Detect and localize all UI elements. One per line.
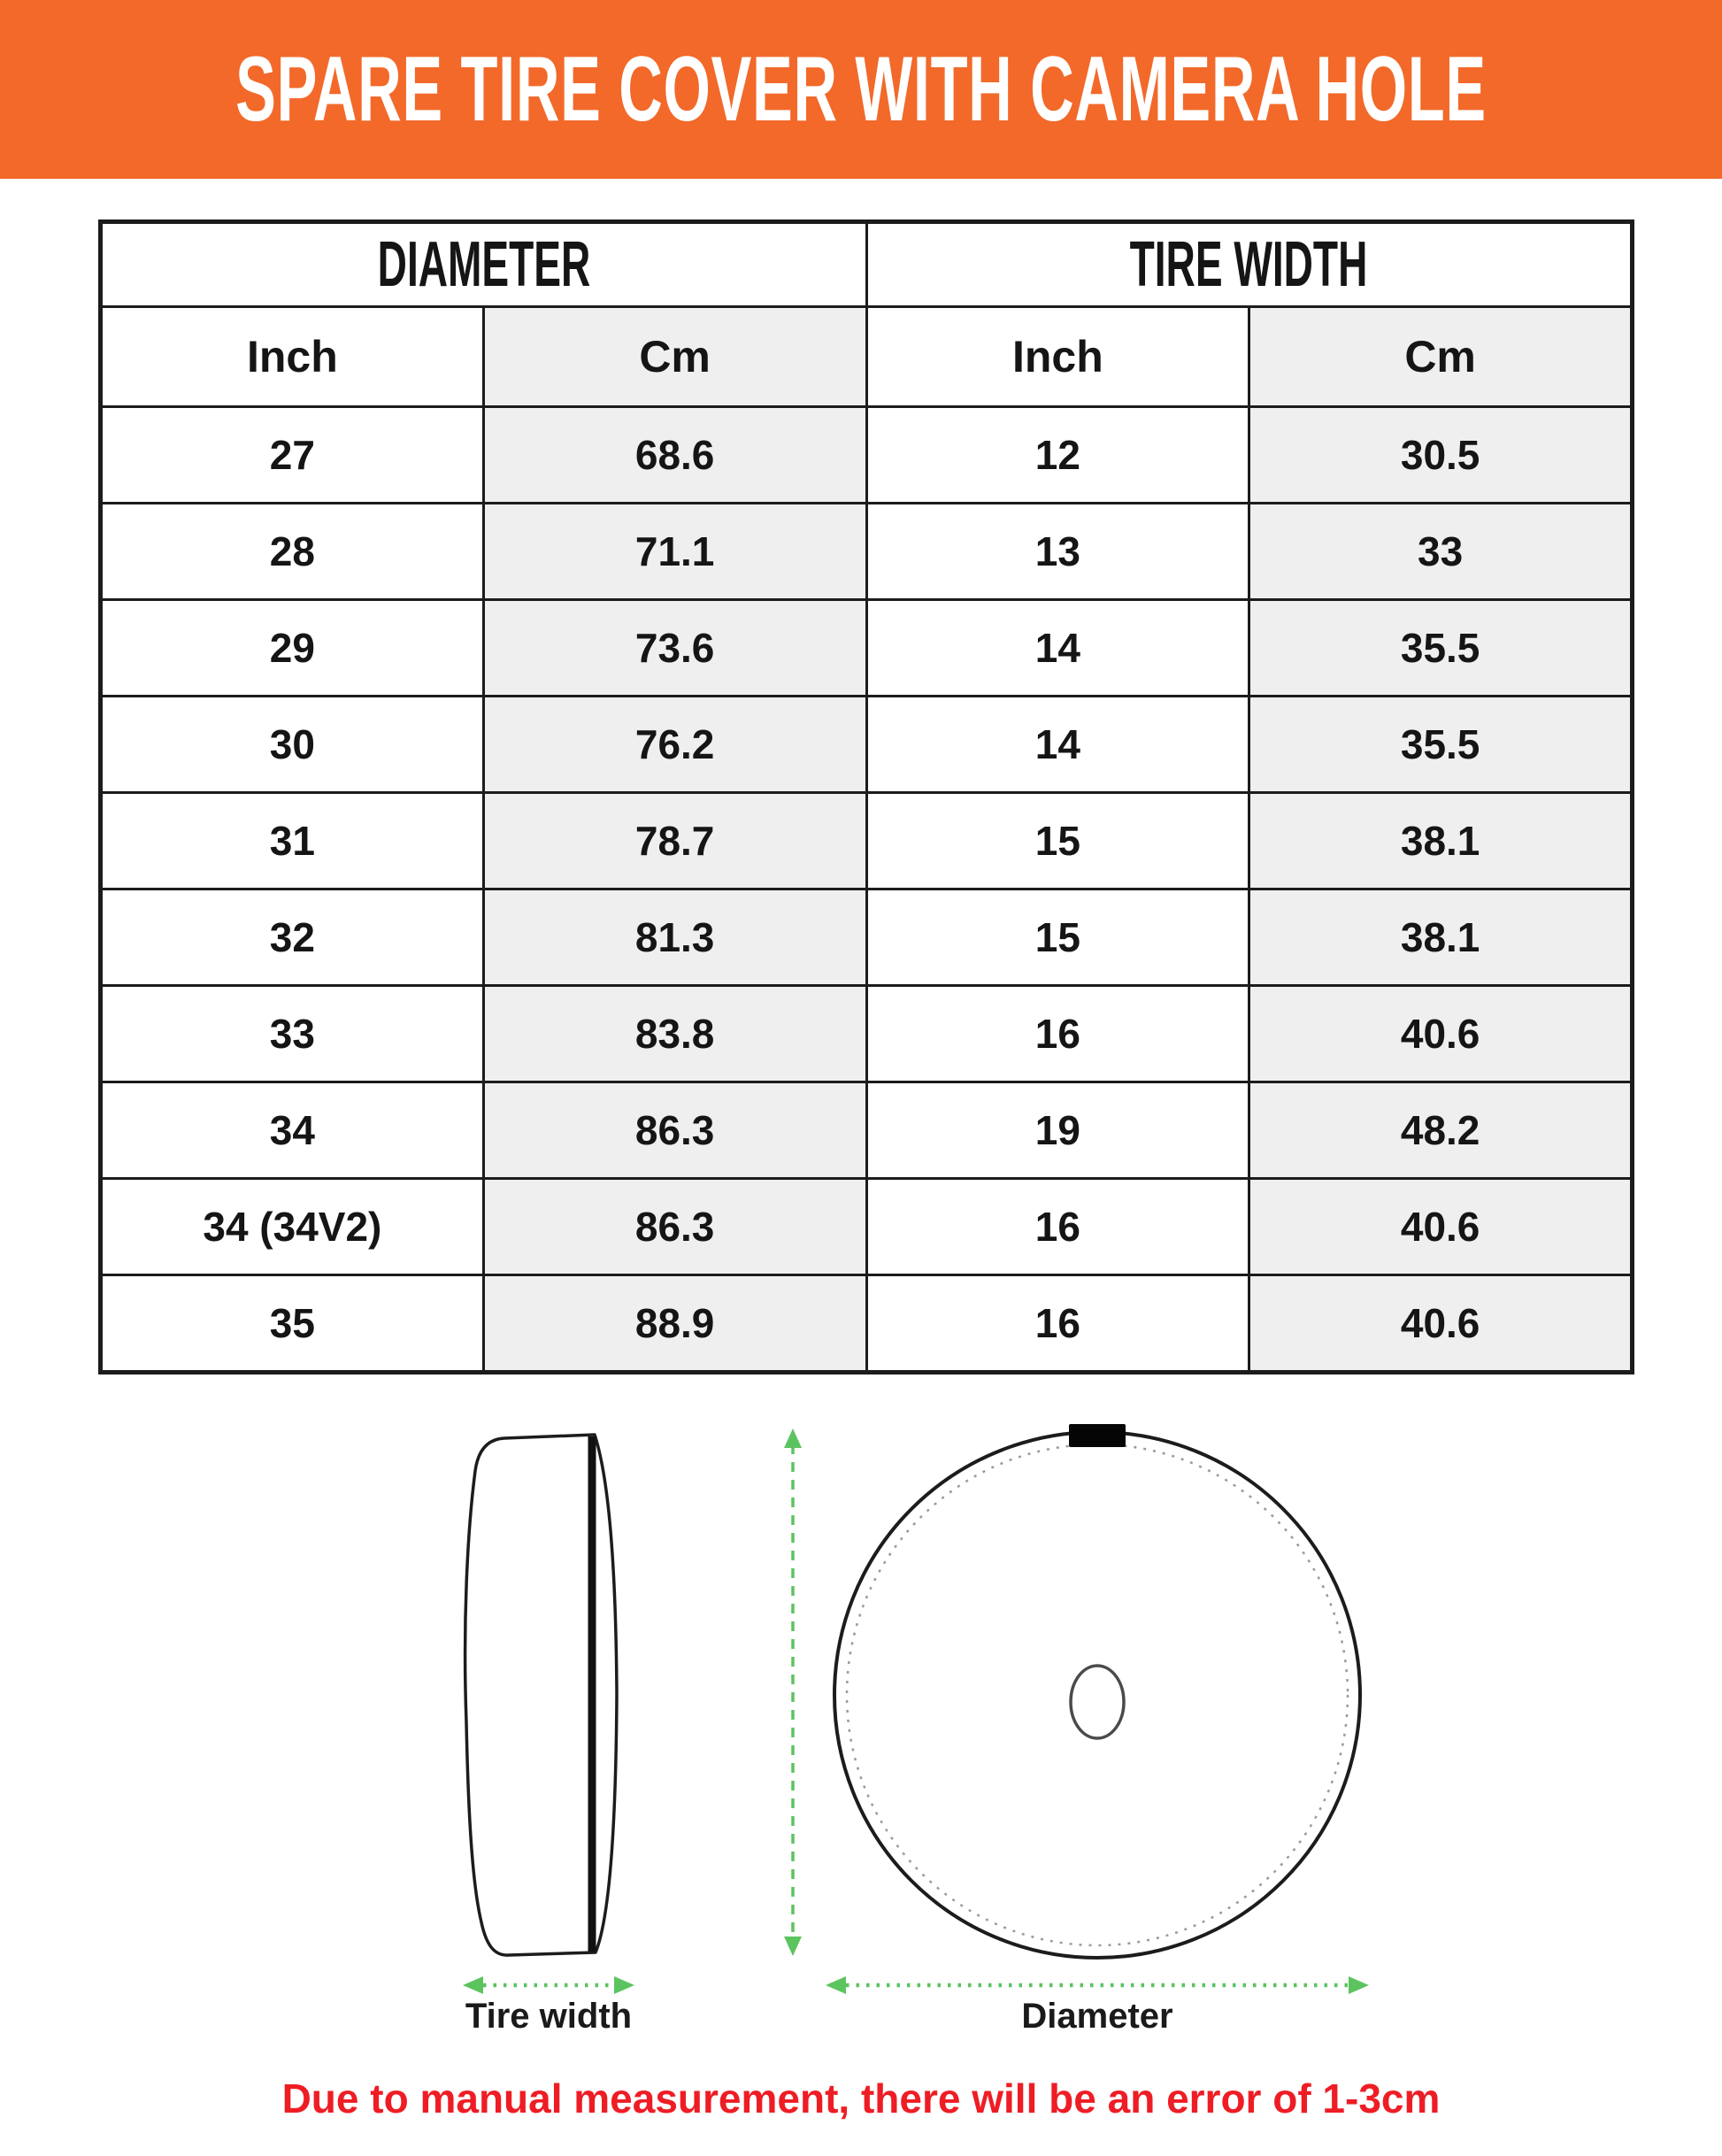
measurement-error-note: Due to manual measurement, there will be an error of 1-3cm: [281, 2075, 1441, 2121]
table-subheader-row: [101, 307, 1633, 407]
cell-diameter-inch: 32: [101, 889, 484, 986]
cell-width-cm: 48.2: [1249, 1082, 1633, 1179]
tire-width-label: Tire width: [465, 1997, 633, 2036]
table-row: [101, 600, 1633, 697]
cell-width-cm: 40.6: [1249, 986, 1633, 1082]
table-row: [101, 889, 1633, 986]
cell-width-cm: 38.1: [1249, 889, 1633, 986]
table-row: [101, 1082, 1633, 1179]
subheader-diameter-inch: Inch: [101, 307, 484, 407]
cell-diameter-inch: 34: [101, 1082, 484, 1179]
cell-diameter-inch: 29: [101, 600, 484, 697]
cell-diameter-inch: 28: [101, 504, 484, 600]
tire-front-view-icon: [823, 1421, 1372, 1969]
cell-width-inch: 13: [866, 504, 1249, 600]
page-title: SPARE TIRE COVER WITH CAMERA HOLE: [235, 37, 1487, 141]
cell-diameter-inch: 34 (34V2): [101, 1179, 484, 1275]
cell-width-inch: 16: [866, 1275, 1249, 1373]
group-header-tire-width: [866, 222, 1633, 307]
cell-diameter-cm: 76.2: [483, 697, 866, 793]
tire-width-arrow: [460, 1972, 637, 1998]
cell-width-cm: 35.5: [1249, 697, 1633, 793]
subheader-width-inch: Inch: [866, 307, 1249, 407]
cell-width-inch: 15: [866, 889, 1249, 986]
table-row: [101, 697, 1633, 793]
cell-diameter-inch: 33: [101, 986, 484, 1082]
group-header-tire-width-label: TIRE WIDTH: [1129, 229, 1368, 300]
size-table: [98, 219, 1634, 1374]
cell-diameter-cm: 81.3: [483, 889, 866, 986]
group-header-diameter-label: DIAMETER: [377, 229, 591, 300]
cell-width-cm: 40.6: [1249, 1179, 1633, 1275]
diameter-arrow: [823, 1972, 1372, 1998]
table-row: [101, 407, 1633, 504]
cell-diameter-cm: 86.3: [483, 1179, 866, 1275]
table-group-header-row: [101, 222, 1633, 307]
cell-width-inch: 14: [866, 600, 1249, 697]
vertical-diameter-arrow: [775, 1427, 811, 1958]
cell-width-cm: 38.1: [1249, 793, 1633, 889]
cell-diameter-cm: 71.1: [483, 504, 866, 600]
table-row: [101, 986, 1633, 1082]
cell-width-cm: 35.5: [1249, 600, 1633, 697]
camera-hole: [1071, 1666, 1124, 1738]
cell-width-inch: 12: [866, 407, 1249, 504]
cell-diameter-cm: 73.6: [483, 600, 866, 697]
cell-width-inch: 16: [866, 1179, 1249, 1275]
table-row: [101, 1179, 1633, 1275]
table-row: [101, 1275, 1633, 1373]
cell-diameter-cm: 78.7: [483, 793, 866, 889]
diameter-label: Diameter: [1021, 1997, 1173, 2036]
group-header-diameter: [101, 222, 867, 307]
cell-diameter-inch: 31: [101, 793, 484, 889]
banner: [0, 0, 1722, 179]
cell-width-inch: 15: [866, 793, 1249, 889]
tire-side-view-icon: [460, 1430, 650, 1961]
cell-width-cm: 40.6: [1249, 1275, 1633, 1373]
cell-diameter-cm: 68.6: [483, 407, 866, 504]
cell-diameter-inch: 30: [101, 697, 484, 793]
table-row: [101, 793, 1633, 889]
cell-width-inch: 16: [866, 986, 1249, 1082]
cell-diameter-cm: 88.9: [483, 1275, 866, 1373]
subheader-width-cm: Cm: [1249, 307, 1633, 407]
table-row: [101, 504, 1633, 600]
cell-width-cm: 30.5: [1249, 407, 1633, 504]
cell-width-cm: 33: [1249, 504, 1633, 600]
cell-diameter-inch: 27: [101, 407, 484, 504]
cell-diameter-cm: 86.3: [483, 1082, 866, 1179]
cell-width-inch: 19: [866, 1082, 1249, 1179]
cell-diameter-cm: 83.8: [483, 986, 866, 1082]
mounting-strap: [1069, 1424, 1126, 1447]
subheader-diameter-cm: Cm: [483, 307, 866, 407]
cell-diameter-inch: 35: [101, 1275, 484, 1373]
cell-width-inch: 14: [866, 697, 1249, 793]
